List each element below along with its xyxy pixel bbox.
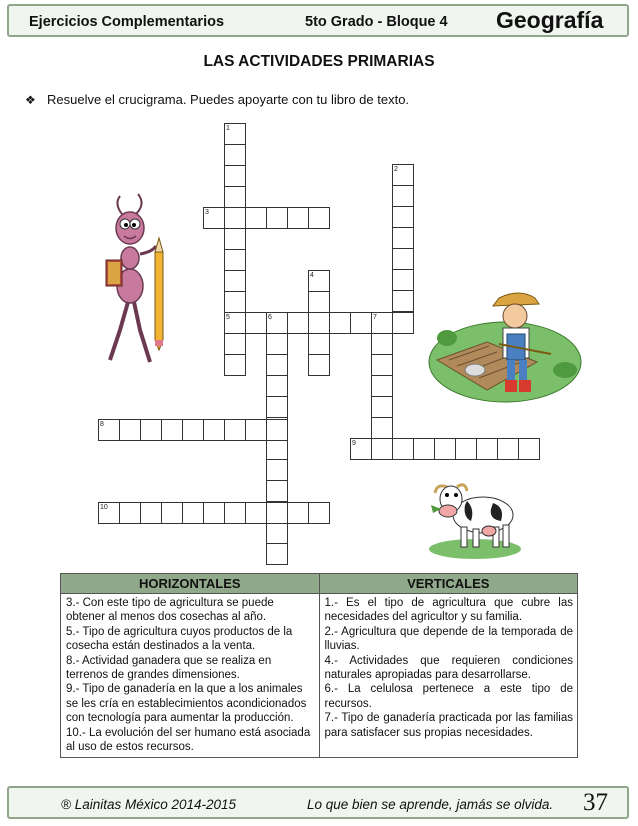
crossword-clue-number: 1 [226,125,230,132]
footer-copyright: ® Lainitas México 2014-2015 [61,797,237,812]
crossword-clue-number: 2 [394,166,398,173]
clue-horizontal-5: 5.- Tipo de agricultura cuyos productos de la cosecha están destinados a la venta. [66,625,293,653]
crossword-clue-number: 3 [205,209,209,216]
crossword-cell[interactable] [308,354,330,376]
crossword-cell[interactable] [392,185,414,207]
crossword-clue-number: 6 [268,314,272,321]
crossword-cell[interactable] [224,228,246,250]
crossword-cell[interactable] [392,438,414,460]
crossword-cell[interactable] [119,502,141,524]
cow-illustration-icon [427,465,523,561]
crossword-cell[interactable] [245,207,267,229]
crossword-cell[interactable] [371,333,393,355]
worksheet-title: LAS ACTIVIDADES PRIMARIAS [203,53,435,70]
crossword-cell[interactable] [497,438,519,460]
crossword-cell[interactable] [245,419,267,441]
vertical-clues-header: VERTICALES [319,574,578,594]
crossword-cell[interactable] [266,354,288,376]
crossword-cell[interactable] [371,438,393,460]
crossword-cell[interactable] [161,419,183,441]
page-footer [7,786,629,819]
clue-vertical-7: 7.- Tipo de ganadería practicada por las familias para satisfacer sus propias necesidades. [324,712,573,739]
crossword-cell[interactable] [392,269,414,291]
crossword-cell[interactable] [266,480,288,502]
clue-vertical-6: 6.- La celulosa pertenece a este tipo de recursos. [324,683,573,710]
crossword-cell[interactable] [476,438,498,460]
crossword-cell[interactable] [308,291,330,313]
crossword-cell[interactable] [266,375,288,397]
crossword-cell[interactable] [266,333,288,355]
crossword-cell[interactable] [350,312,372,334]
crossword-cell[interactable] [266,459,288,481]
header-subject: Geografía [496,7,604,33]
crossword-cell[interactable] [308,312,330,334]
crossword-cell[interactable] [266,207,288,229]
clue-horizontal-8: 8.- Actividad ganadera que se realiza en terrenos de grandes dimensiones. [66,654,272,682]
clue-horizontal-3: 3.- Con este tipo de agricultura se puede obtener al menos dos cosechas al año. [66,597,274,624]
crossword-cell[interactable] [203,419,225,441]
crossword-cell[interactable] [392,206,414,228]
crossword-cell[interactable] [266,522,288,544]
crossword-cell[interactable] [182,502,204,524]
crossword-cell[interactable] [287,502,309,524]
crossword-cell[interactable] [266,419,288,441]
crossword-clue-number: 10 [100,504,108,511]
clue-horizontal-10: 10.- La evolución del ser humano está asociada al uso de estos recursos. [66,726,311,754]
crossword-cell[interactable] [245,502,267,524]
crossword-cell[interactable] [392,290,414,312]
crossword-clue-number: 8 [100,421,104,428]
clue-vertical-4: 4.- Actividades que requieren condiciones naturales apropiadas para desarrollarse. [324,654,573,682]
crossword-cell[interactable] [224,291,246,313]
crossword-cell[interactable] [308,207,330,229]
crossword-cell[interactable] [224,186,246,208]
crossword-cell[interactable] [434,438,456,460]
crossword-cell[interactable] [224,270,246,292]
crossword-cell[interactable] [308,333,330,355]
crossword-cell[interactable] [371,375,393,397]
footer-motto: Lo que bien se aprende, jamás se olvida. [307,797,554,812]
crossword-cell[interactable] [119,419,141,441]
page-number: 37 [583,789,608,816]
crossword-cell[interactable] [224,502,246,524]
crossword-cell[interactable] [224,207,246,229]
crossword-clue-number: 9 [352,440,356,447]
clue-vertical-2: 2.- Agricultura que depende de la temporada de lluvias. [324,625,573,653]
crossword-cell[interactable] [182,419,204,441]
clues-table [60,573,578,758]
crossword-cell[interactable] [224,165,246,187]
horizontal-clues-cell [61,594,320,758]
crossword-cell[interactable] [371,396,393,418]
diamond-bullet-icon: ❖ [25,93,36,107]
crossword-cell[interactable] [224,333,246,355]
crossword-cell[interactable] [224,249,246,271]
crossword-clue-number: 4 [310,272,314,279]
crossword-cell[interactable] [266,543,288,565]
farmer-illustration-icon [427,290,587,408]
crossword-cell[interactable] [413,438,435,460]
crossword-cell[interactable] [308,502,330,524]
crossword-clue-number: 5 [226,314,230,321]
crossword-cell[interactable] [161,502,183,524]
crossword-cell[interactable] [287,312,309,334]
crossword-cell[interactable] [287,207,309,229]
clue-horizontal-9: 9.- Tipo de ganadería en la que a los animales se les cría en establecimientos acondicionados con tecnología para aumentar la producción. [66,683,307,725]
crossword-cell[interactable] [392,312,414,334]
crossword-cell[interactable] [371,417,393,439]
crossword-cell[interactable] [266,438,288,460]
horizontal-clues-header: HORIZONTALES [61,574,320,594]
crossword-cell[interactable] [329,312,351,334]
ant-with-pencil-icon [100,190,180,370]
crossword-cell[interactable] [371,354,393,376]
crossword-cell[interactable] [245,312,267,334]
crossword-cell[interactable] [203,502,225,524]
crossword-cell[interactable] [455,438,477,460]
crossword-cell[interactable] [518,438,540,460]
clue-vertical-1: 1.- Es el tipo de agricultura que cubre las necesidades del agricultor y su familia. [324,597,573,624]
vertical-clues-cell [319,594,578,758]
header-series-title: Ejercicios Complementarios [29,14,225,30]
crossword-cell[interactable] [266,396,288,418]
instruction-text: Resuelve el crucigrama. Puedes apoyarte con tu libro de texto. [47,92,410,107]
crossword-cell[interactable] [140,419,162,441]
crossword-cell[interactable] [224,144,246,166]
crossword-cell[interactable] [392,227,414,249]
crossword-cell[interactable] [392,248,414,270]
crossword-cell[interactable] [224,419,246,441]
crossword-clue-number: 7 [373,314,377,321]
header-grade-block: 5to Grado - Bloque 4 [305,14,448,30]
crossword-cell[interactable] [140,502,162,524]
crossword-cell[interactable] [224,354,246,376]
crossword-cell[interactable] [266,502,288,524]
